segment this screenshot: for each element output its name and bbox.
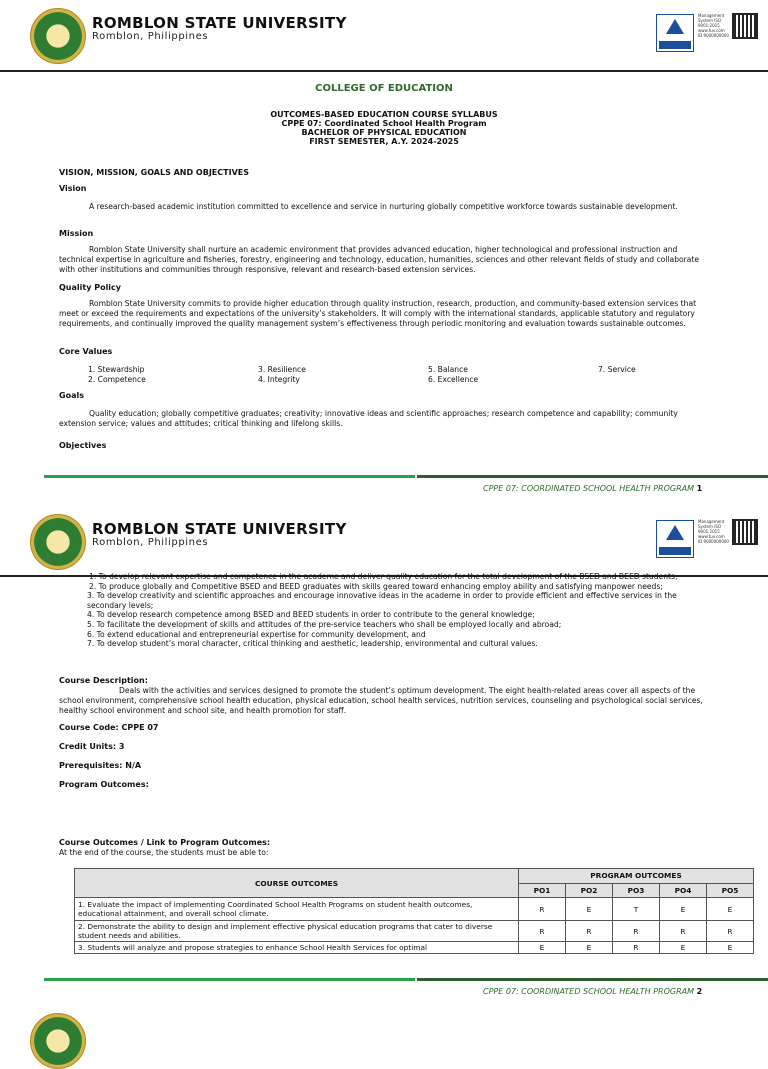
course-outcomes-column-header: COURSE OUTCOMES (75, 869, 519, 898)
qr-code-icon (732, 519, 758, 545)
po-value-cell: E (566, 942, 613, 954)
core-value-item: 5. Balance (428, 365, 468, 374)
table-row (75, 898, 754, 921)
footer-green-rule (44, 475, 415, 478)
core-value-item: 4. Integrity (258, 375, 300, 384)
title-line: OUTCOMES-BASED EDUCATION COURSE SYLLABUS (270, 110, 498, 119)
university-location: Romblon, Philippines (92, 537, 209, 548)
tuv-certification-logo (656, 520, 694, 558)
objective-item: 5. To facilitate the development of skills and attitudes of the pre-service teachers who shall be employed locally and abroad; (87, 619, 562, 629)
course-outcome-cell: 2. Demonstrate the ability to design and implement effective physical education programs that cater to diverse student needs and abilities. (75, 921, 519, 942)
qr-code-icon (732, 13, 758, 39)
po-header: PO5 (707, 883, 754, 898)
po-value-cell: E (566, 898, 613, 921)
core-value-item: 3. Resilience (258, 365, 306, 374)
po-value-cell: T (613, 898, 660, 921)
po-value-cell: R (707, 921, 754, 942)
po-header: PO3 (613, 883, 660, 898)
course-code: Course Code: CPPE 07 (59, 723, 159, 732)
course-outcomes-table (74, 868, 754, 954)
objective-item: 4. To develop research competence among BSED and BEED students in order to contribute to the general knowledge; (87, 610, 535, 620)
objective-item: 1. To develop relevant expertise and competence in the academe and deliver quality education for the total development of the BSED and BEED students; (89, 572, 678, 581)
university-seal-logo (30, 8, 86, 64)
page-number: 2 (696, 987, 703, 996)
syllabus-title-block (0, 110, 768, 146)
core-value-item: 7. Service (598, 365, 636, 374)
objective-item: 2. To produce globally and Competitive BSED and BEED graduates with skills geared toward enhancing employ ability and satisfying manpower needs; (89, 581, 663, 591)
core-values-heading: Core Values (59, 347, 113, 356)
prerequisites: Prerequisites: N/A (59, 761, 142, 770)
objectives-heading: Objectives (59, 441, 107, 450)
core-value-item: 6. Excellence (428, 375, 479, 384)
po-value-cell: R (660, 921, 707, 942)
po-value-cell: R (519, 898, 566, 921)
page2-header (0, 506, 768, 576)
mission-heading: Mission (59, 229, 94, 238)
vision-text: A research-based academic institution committed to excellence and service in nurturing globally competitive workforce towards sustainable development. (89, 202, 678, 211)
objective-item: 6. To extend educational and entrepreneurial expertise for community development, and (87, 629, 426, 639)
footer-course-title: CPPE 07: COORDINATED SCHOOL HEALTH PROGRAM (483, 484, 695, 493)
footer-course-title: CPPE 07: COORDINATED SCHOOL HEALTH PROGRAM (483, 987, 695, 996)
core-value-item: 1. Stewardship (88, 365, 145, 374)
page-number: 1 (696, 484, 703, 493)
table-row (75, 942, 754, 954)
university-location: Romblon, Philippines (92, 31, 209, 42)
title-line: FIRST SEMESTER, A.Y. 2024-2025 (309, 137, 459, 146)
vision-heading: Vision (59, 184, 87, 193)
page1-header (0, 0, 768, 70)
program-outcomes-heading: Program Outcomes: (59, 780, 149, 789)
tuv-certification-logo (656, 14, 694, 52)
program-outcomes-column-header: PROGRAM OUTCOMES (519, 869, 754, 884)
certification-text: Management System ISO 9001:2015 www.tuv.com ID 9000000000 (698, 519, 729, 544)
vmgo-heading: VISION, MISSION, GOALS AND OBJECTIVES (59, 168, 249, 177)
university-name: ROMBLON STATE UNIVERSITY (92, 520, 347, 538)
po-header: PO4 (660, 883, 707, 898)
goals-heading: Goals (59, 391, 84, 400)
table-row (75, 921, 754, 942)
footer-green-rule (44, 978, 415, 981)
objectives-list (59, 572, 709, 649)
course-description-heading: Course Description: (59, 676, 148, 685)
course-outcomes-heading: Course Outcomes / Link to Program Outcomes: (59, 838, 271, 847)
objective-item: 7. To develop student’s moral character, critical thinking and aesthetic, leadership, environmental and cultural values. (87, 639, 538, 649)
title-line: BACHELOR OF PHYSICAL EDUCATION (301, 128, 467, 137)
college-name: COLLEGE OF EDUCATION (315, 83, 453, 94)
po-header: PO1 (519, 883, 566, 898)
objective-item: 3. To develop creativity and scientific approaches and encourage innovative ideas in the academe in order to provide efficient and effective services in the secondary levels; (87, 591, 677, 610)
quality-policy-heading: Quality Policy (59, 283, 122, 292)
mission-text: Romblon State University shall nurture an academic environment that provides advanced education, higher technological and professional instruction and technical expertise in agriculture and fisheries, forestry, engineering and technology, education, humanities, sciences and other relevant fields of study and collaborate with other institutions and communities through responsive, relevant and research-based extension services. (59, 245, 700, 274)
header-rule (0, 70, 768, 72)
university-seal-logo (30, 514, 86, 570)
footer-dark-rule (417, 978, 768, 981)
po-value-cell: R (566, 921, 613, 942)
po-value-cell: E (707, 898, 754, 921)
course-outcome-cell: 1. Evaluate the impact of implementing Coordinated School Health Programs on student health outcomes, educational attainment, and overall school climate. (75, 898, 519, 921)
course-outcome-cell: 3. Students will analyze and propose strategies to enhance School Health Services for optimal (75, 942, 519, 954)
po-value-cell: R (613, 942, 660, 954)
credit-units: Credit Units: 3 (59, 742, 125, 751)
table-header-row (75, 869, 754, 884)
university-seal-logo (30, 1013, 86, 1069)
course-outcomes-intro: At the end of the course, the students must be able to: (59, 848, 269, 857)
po-value-cell: E (707, 942, 754, 954)
po-value-cell: R (519, 921, 566, 942)
core-value-item: 2. Competence (88, 375, 146, 384)
course-description-text: Deals with the activities and services designed to promote the student’s optimum development. The eight health-related areas cover all aspects of the school environment, comprehensive school health education, physical education, school health services, nutrition services, counseling and psychological social services, healthy school environment and school site, and health promotion for staff. (59, 686, 703, 715)
footer-dark-rule (417, 475, 768, 478)
quality-policy-text: Romblon State University commits to provide higher education through quality instruction, research, production, and community-based extension services that meet or exceed the requirements and expectations of the university’s stakeholders. It will comply with the international standards, applicable statutory and regulatory requirements, and continually improved the quality management system’s effectiveness through periodic monitoring and evaluation towards sustainable outcomes. (59, 299, 697, 328)
po-value-cell: E (519, 942, 566, 954)
po-value-cell: E (660, 942, 707, 954)
title-line: CPPE 07: Coordinated School Health Program (281, 119, 487, 128)
po-value-cell: R (613, 921, 660, 942)
po-value-cell: E (660, 898, 707, 921)
page1-footer (483, 484, 702, 493)
page2-footer (483, 987, 702, 996)
po-header: PO2 (566, 883, 613, 898)
goals-text: Quality education; globally competitive graduates; creativity; innovative ideas and scientific approaches; research competence and capability; community extension service; values and attitudes; critical thinking and lifelong skills. (59, 409, 678, 428)
university-name: ROMBLON STATE UNIVERSITY (92, 14, 347, 32)
certification-text: Management System ISO 9001:2015 www.tuv.com ID 9000000000 (698, 13, 729, 38)
